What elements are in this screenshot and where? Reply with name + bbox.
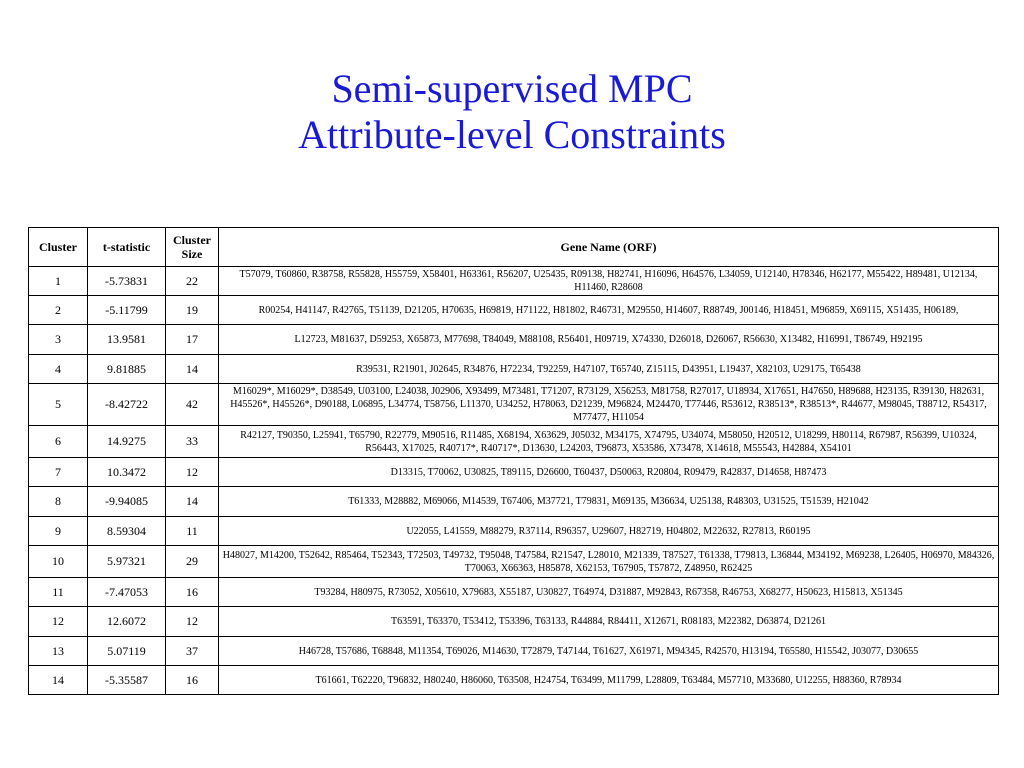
cell-cluster: 10 — [29, 546, 88, 578]
cell-genes: T61333, M28882, M69066, M14539, T67406, M37721, T79831, M69135, M36634, U25138, R48303, U31525, T51539, H21042 — [219, 487, 999, 517]
cell-cluster: 3 — [29, 325, 88, 355]
cell-size: 37 — [166, 637, 219, 666]
cell-size: 42 — [166, 384, 219, 426]
header-row — [29, 228, 999, 267]
table-row — [29, 607, 999, 637]
cell-cluster: 8 — [29, 487, 88, 517]
cell-genes: U22055, L41559, M88279, R37114, R96357, U29607, H82719, H04802, M22632, R27813, R60195 — [219, 517, 999, 546]
cell-size: 16 — [166, 666, 219, 695]
cell-t-statistic: -5.11799 — [88, 296, 166, 325]
cell-t-statistic: 10.3472 — [88, 458, 166, 487]
cell-genes: R00254, H41147, R42765, T51139, D21205, H70635, H69819, H71122, H81802, R46731, M29550, H14607, R88749, J00146, H18451, M96859, X69115, X51435, H06189, — [219, 296, 999, 325]
cell-size: 33 — [166, 426, 219, 458]
cell-cluster: 12 — [29, 607, 88, 637]
table-row — [29, 384, 999, 426]
cell-size: 22 — [166, 267, 219, 296]
cell-size: 14 — [166, 487, 219, 517]
cell-cluster: 1 — [29, 267, 88, 296]
cluster-table — [28, 227, 999, 695]
cell-cluster: 14 — [29, 666, 88, 695]
cell-t-statistic: 5.07119 — [88, 637, 166, 666]
cell-genes: T63591, T63370, T53412, T53396, T63133, R44884, R84411, X12671, R08183, M22382, D63874, D21261 — [219, 607, 999, 637]
cell-genes: H46728, T57686, T68848, M11354, T69026, M14630, T72879, T47144, T61627, X61971, M94345, R42570, H13194, T65580, H15542, J03077, D30655 — [219, 637, 999, 666]
cell-t-statistic: 5.97321 — [88, 546, 166, 578]
header-t-statistic: t-statistic — [88, 228, 166, 267]
cell-size: 12 — [166, 458, 219, 487]
cell-genes: D13315, T70062, U30825, T89115, D26600, T60437, D50063, R20804, R09479, R42837, D14658, H87473 — [219, 458, 999, 487]
header-cluster: Cluster — [29, 228, 88, 267]
table-row — [29, 267, 999, 296]
cell-t-statistic: 13.9581 — [88, 325, 166, 355]
cell-genes: L12723, M81637, D59253, X65873, M77698, T84049, M88108, R56401, H09719, X74330, D26018, D26067, R56630, X13482, H16991, T86749, H92195 — [219, 325, 999, 355]
cell-cluster: 7 — [29, 458, 88, 487]
cell-size: 17 — [166, 325, 219, 355]
table-row — [29, 666, 999, 695]
cell-cluster: 13 — [29, 637, 88, 666]
cell-size: 11 — [166, 517, 219, 546]
header-cluster-size: Cluster Size — [166, 228, 219, 267]
cell-t-statistic: -7.47053 — [88, 578, 166, 607]
cell-cluster: 4 — [29, 355, 88, 384]
cell-size: 12 — [166, 607, 219, 637]
table-row — [29, 355, 999, 384]
cell-t-statistic: 14.9275 — [88, 426, 166, 458]
cell-t-statistic: -5.35587 — [88, 666, 166, 695]
title-line-2: Attribute-level Constraints — [298, 112, 726, 157]
cell-t-statistic: 8.59304 — [88, 517, 166, 546]
table-row — [29, 458, 999, 487]
cell-genes: T57079, T60860, R38758, R55828, H55759, X58401, H63361, R56207, U25435, R09138, H82741, H16096, H64576, L34059, U12140, H78346, H62177, M55422, H89481, U12134, H11460, R28608 — [219, 267, 999, 296]
title-line-1: Semi-supervised MPC — [331, 66, 693, 111]
cell-size: 14 — [166, 355, 219, 384]
table-row — [29, 546, 999, 578]
header-gene-name: Gene Name (ORF) — [219, 228, 999, 267]
table-row — [29, 426, 999, 458]
cell-t-statistic: 12.6072 — [88, 607, 166, 637]
cell-t-statistic: -9.94085 — [88, 487, 166, 517]
cell-t-statistic: -5.73831 — [88, 267, 166, 296]
table-row — [29, 578, 999, 607]
cell-size: 16 — [166, 578, 219, 607]
table-row — [29, 487, 999, 517]
table-row — [29, 517, 999, 546]
cell-genes: T93284, H80975, R73052, X05610, X79683, X55187, U30827, T64974, D31887, M92843, R67358, R46753, X68277, H50623, H15813, X51345 — [219, 578, 999, 607]
cell-size: 29 — [166, 546, 219, 578]
cell-t-statistic: 9.81885 — [88, 355, 166, 384]
cell-cluster: 11 — [29, 578, 88, 607]
slide-title — [0, 66, 1024, 158]
table-row — [29, 325, 999, 355]
cell-genes: H48027, M14200, T52642, R85464, T52343, T72503, T49732, T95048, T47584, R21547, L28010, M21339, T87527, T61338, T79813, L36844, M34192, M69238, L26405, H06970, M84326, T70063, X66363, H85878, X62153, T67905, T57872, Z48950, R62425 — [219, 546, 999, 578]
table-row — [29, 637, 999, 666]
cell-genes: M16029*, M16029*, D38549, U03100, L24038, J02906, X93499, M73481, T71207, R73129, X56253, M81758, R27017, U18934, X17651, H47650, H89688, H23135, R39130, H82631, H45526*, H45526*, D90188, L06895, L34774, T58756, L11370, U34252, H78063, D21239, M96824, M24470, T77446, R53612, R38513*, R38513*, R44677, M98045, T88712, R54317, M77477, H11054 — [219, 384, 999, 426]
cell-cluster: 2 — [29, 296, 88, 325]
cell-genes: R39531, R21901, J02645, R34876, H72234, T92259, H47107, T65740, Z15115, D43951, L19437, X82103, U29175, T65438 — [219, 355, 999, 384]
cell-genes: T61661, T62220, T96832, H80240, H86060, T63508, H24754, T63499, M11799, L28809, T63484, M57710, M33680, U12255, H88360, R78934 — [219, 666, 999, 695]
cell-cluster: 6 — [29, 426, 88, 458]
cell-size: 19 — [166, 296, 219, 325]
cell-t-statistic: -8.42722 — [88, 384, 166, 426]
table-row — [29, 296, 999, 325]
cell-genes: R42127, T90350, L25941, T65790, R22779, M90516, R11485, X68194, X63629, J05032, M34175, X74795, U34074, M58050, H20512, U18299, H80114, R67987, R56399, U10324, R56443, X17025, R40717*, R40717*, D13630, L24203, T96873, X53586, X73478, X14618, M55543, H42884, X54101 — [219, 426, 999, 458]
cell-cluster: 9 — [29, 517, 88, 546]
cell-cluster: 5 — [29, 384, 88, 426]
